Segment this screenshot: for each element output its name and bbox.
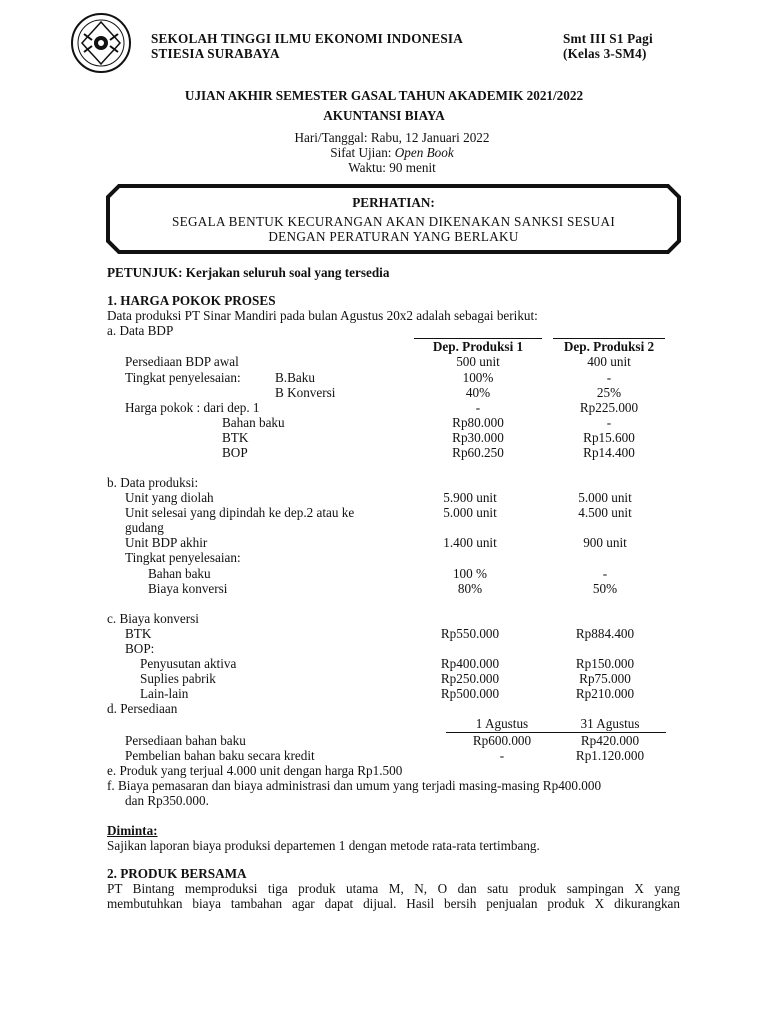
inv-col1-header: 1 Agustus <box>475 716 529 731</box>
bdp-value-2: Rp15.600 <box>583 430 635 445</box>
diminta-text: Sajikan laporan biaya produksi departemen 1 dengan metode rata-rata tertimbang. <box>107 838 540 853</box>
bdp-row-sublabel: Bahan baku <box>222 415 285 430</box>
conv-value-1: Rp500.000 <box>440 686 500 701</box>
q1-c-label: c. Biaya konversi <box>107 611 199 626</box>
conv-row-label: BTK <box>125 626 152 641</box>
bdp-row-label: Persediaan BDP awal <box>125 354 239 369</box>
prod-value-1: 5.000 unit <box>443 505 497 520</box>
q1-intro: Data produksi PT Sinar Mandiri pada bulan Agustus 20x2 adalah sebagai berikut: <box>107 308 538 323</box>
bdp-value-1: Rp80.000 <box>452 415 504 430</box>
bdp-value-2: Rp14.400 <box>583 445 635 460</box>
bdp-value-1: Rp30.000 <box>452 430 504 445</box>
q1-f-text-cont: dan Rp350.000. <box>125 793 209 808</box>
prod-row-label: Unit yang diolah <box>125 490 214 505</box>
bdp-row-sublabel: B.Baku <box>275 370 315 385</box>
q2-title: 2. PRODUK BERSAMA <box>107 866 247 881</box>
inv-value-2: Rp420.000 <box>580 733 640 748</box>
exam-date: Hari/Tanggal: Rabu, 12 Januari 2022 <box>294 130 490 145</box>
col1-header: Dep. Produksi 1 <box>432 339 524 354</box>
prod-value-2: 50% <box>592 581 618 596</box>
inv-row-label: Pembelian bahan baku secara kredit <box>125 748 315 763</box>
q1-f-text: f. Biaya pemasaran dan biaya administrasi dan umum yang terjadi masing-masing Rp400.000 <box>107 778 602 793</box>
bdp-value-1: 500 unit <box>456 354 500 369</box>
bdp-value-1: 40% <box>465 385 491 400</box>
prod-row-label: Unit BDP akhir <box>125 535 208 550</box>
conv-value-1: Rp250.000 <box>440 671 500 686</box>
semester-label: Smt III S1 Pagi <box>563 31 653 46</box>
bdp-row-sublabel: BOP <box>222 445 248 460</box>
exam-duration: Waktu: 90 menit <box>348 160 436 175</box>
prod-row-label: Tingkat penyelesaian: <box>125 550 241 565</box>
q2-line-1: PT Bintang memproduksi tiga produk utama M, N, O dan satu produk sampingan X yang <box>107 881 680 896</box>
bdp-value-1: - <box>475 400 481 415</box>
institution-name: SEKOLAH TINGGI ILMU EKONOMI INDONESIA <box>151 31 463 46</box>
exam-title: UJIAN AKHIR SEMESTER GASAL TAHUN AKADEMIK 2021/2022 <box>184 88 584 103</box>
bdp-row-sublabel: BTK <box>222 430 249 445</box>
q1-e-text: e. Produk yang terjual 4.000 unit dengan harga Rp1.500 <box>107 763 403 778</box>
inv-value-2: Rp1.120.000 <box>575 748 645 763</box>
prod-row-label: gudang <box>125 520 164 535</box>
conv-value-2: Rp75.000 <box>579 671 631 686</box>
prod-value-1: 100 % <box>452 566 488 581</box>
conv-value-1: Rp550.000 <box>440 626 500 641</box>
bdp-value-2: Rp225.000 <box>579 400 639 415</box>
prod-row-label: Unit selesai yang dipindah ke dep.2 atau ke <box>125 505 355 520</box>
prod-value-2: 5.000 unit <box>578 490 632 505</box>
bdp-value-2: 400 unit <box>587 354 631 369</box>
conv-value-2: Rp150.000 <box>575 656 635 671</box>
q1-a-label: a. Data BDP <box>107 323 174 338</box>
prod-value-1: 1.400 unit <box>443 535 497 550</box>
bdp-value-1: 100% <box>462 370 494 385</box>
conv-value-2: Rp884.400 <box>575 626 635 641</box>
conv-row-label: Suplies pabrik <box>140 671 216 686</box>
prod-row-label: Bahan baku <box>148 566 211 581</box>
prod-value-1: 80% <box>457 581 483 596</box>
q1-b-label: b. Data produksi: <box>107 475 199 490</box>
conv-value-1: Rp400.000 <box>440 656 500 671</box>
bdp-row-label: Harga pokok : dari dep. 1 <box>125 400 260 415</box>
q1-title: 1. HARGA POKOK PROSES <box>107 293 276 308</box>
instruction: PETUNJUK: Kerjakan seluruh soal yang tersedia <box>107 265 390 280</box>
inv-row-label: Persediaan bahan baku <box>125 733 246 748</box>
prod-value-2: - <box>602 566 608 581</box>
prod-value-2: 900 unit <box>583 535 627 550</box>
school-logo <box>70 12 132 74</box>
prod-row-label: Biaya konversi <box>148 581 228 596</box>
prod-value-2: 4.500 unit <box>578 505 632 520</box>
notice-line-2: DENGAN PERATURAN YANG BERLAKU <box>268 229 519 244</box>
conv-row-label: Penyusutan aktiva <box>140 656 237 671</box>
col2-header: Dep. Produksi 2 <box>563 339 655 354</box>
inv-value-1: - <box>499 748 505 763</box>
bdp-value-2: - <box>606 415 612 430</box>
bdp-row-sublabel: B Konversi <box>275 385 336 400</box>
diminta-label: Diminta: <box>107 823 158 838</box>
q1-d-label: d. Persediaan <box>107 701 178 716</box>
conv-value-2: Rp210.000 <box>575 686 635 701</box>
subject-title: AKUNTANSI BIAYA <box>323 108 445 123</box>
prod-value-1: 5.900 unit <box>443 490 497 505</box>
institution-short-name: STIESIA SURABAYA <box>151 46 280 61</box>
notice-box <box>105 183 682 255</box>
inv-col2-header: 31 Agustus <box>580 716 640 731</box>
bdp-row-label: Tingkat penyelesaian: <box>125 370 241 385</box>
exam-type: Sifat Ujian: Open Book <box>330 145 454 160</box>
q2-line-2: membutuhkan biaya tambahan agar dapat dijual. Hasil bersih penjualan produk X dikurangkan <box>107 896 680 911</box>
class-label: (Kelas 3-SM4) <box>563 46 647 61</box>
inv-value-1: Rp600.000 <box>472 733 532 748</box>
bdp-value-2: 25% <box>596 385 622 400</box>
conv-row-label: Lain-lain <box>140 686 189 701</box>
notice-line-1: SEGALA BENTUK KECURANGAN AKAN DIKENAKAN SANKSI SESUAI <box>171 214 616 229</box>
bdp-value-1: Rp60.250 <box>452 445 504 460</box>
conv-row-label: BOP: <box>125 641 155 656</box>
notice-title: PERHATIAN: <box>352 195 435 210</box>
bdp-value-2: - <box>606 370 612 385</box>
